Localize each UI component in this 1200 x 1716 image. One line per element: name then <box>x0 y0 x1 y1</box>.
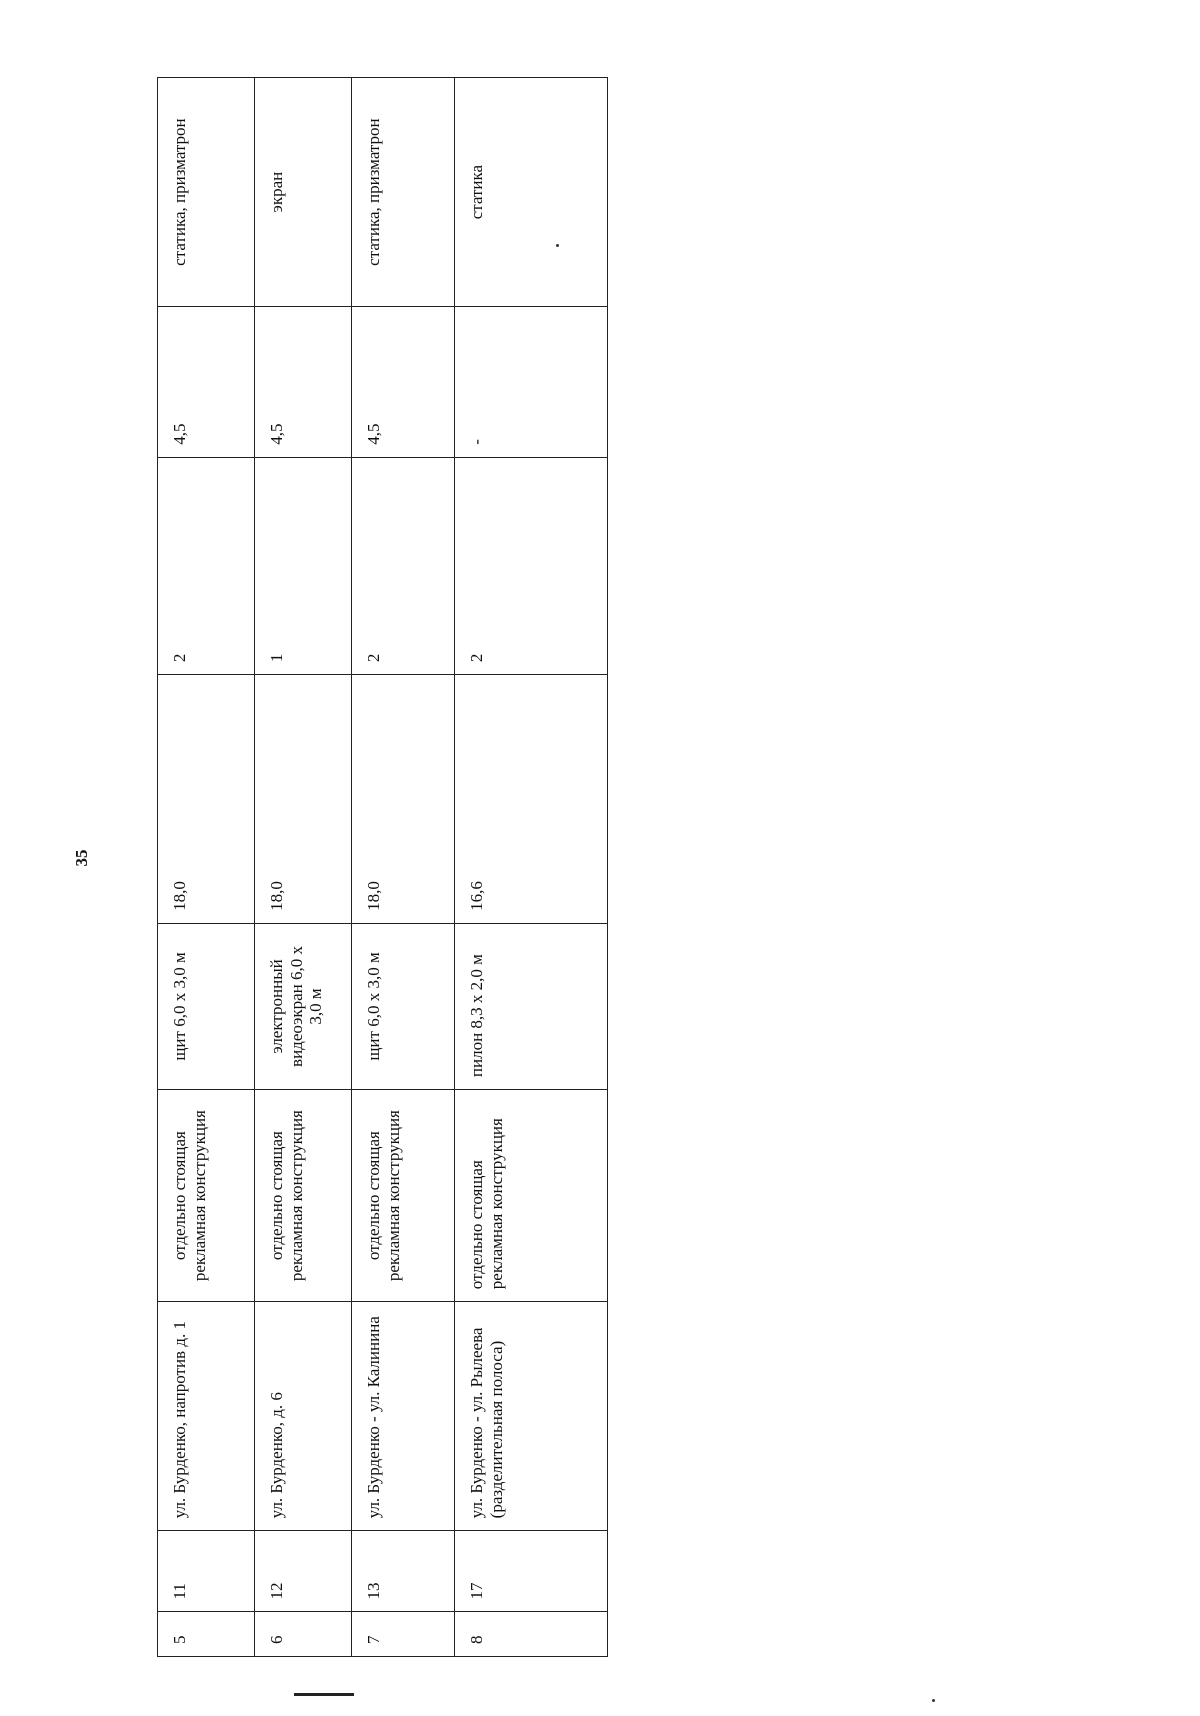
table-row <box>158 78 255 1657</box>
height: 4,5 <box>352 307 455 458</box>
table-row <box>455 78 608 1657</box>
display-type: статика, призматрон <box>352 78 455 307</box>
structure-format: электронный видеоэкран 6,0 х 3,0 м <box>255 923 352 1089</box>
row-number: 7 <box>352 1612 455 1657</box>
structure-format: пилон 8,3 х 2,0 м <box>455 923 608 1089</box>
structure-format: щит 6,0 х 3,0 м <box>352 923 455 1089</box>
sides-count: 2 <box>352 457 455 674</box>
sides-count: 2 <box>158 457 255 674</box>
address: ул. Бурденко, д. 6 <box>255 1302 352 1531</box>
scan-artifact-line <box>294 1693 354 1696</box>
structure-id: 13 <box>352 1531 455 1612</box>
area: 18,0 <box>352 675 455 924</box>
display-type: экран <box>255 78 352 307</box>
display-type: статика <box>455 78 608 307</box>
scan-artifact-dot <box>556 244 559 247</box>
row-number: 8 <box>455 1612 608 1657</box>
structure-type: отдельно стоящая рекламная конструкция <box>455 1090 608 1302</box>
scan-artifact-dot <box>932 1699 935 1702</box>
area: 18,0 <box>158 675 255 924</box>
table-row <box>255 78 352 1657</box>
sides-count: 1 <box>255 457 352 674</box>
address: ул. Бурденко - ул. Калинина <box>352 1302 455 1531</box>
area: 16,6 <box>455 675 608 924</box>
structure-type: отдельно стоящая рекламная конструкция <box>352 1090 455 1302</box>
structure-type: отдельно стоящая рекламная конструкция <box>158 1090 255 1302</box>
table-row <box>352 78 455 1657</box>
table-container <box>157 77 607 1657</box>
height: 4,5 <box>158 307 255 458</box>
page-number: 35 <box>72 849 91 867</box>
structure-type: отдельно стоящая рекламная конструкция <box>255 1090 352 1302</box>
structure-id: 17 <box>455 1531 608 1612</box>
sides-count: 2 <box>455 457 608 674</box>
height: - <box>455 307 608 458</box>
structure-id: 12 <box>255 1531 352 1612</box>
structure-id: 11 <box>158 1531 255 1612</box>
address: ул. Бурденко, напротив д. 1 <box>158 1302 255 1531</box>
structure-format: щит 6,0 х 3,0 м <box>158 923 255 1089</box>
height: 4,5 <box>255 307 352 458</box>
advertising-structures-table <box>157 77 608 1657</box>
row-number: 5 <box>158 1612 255 1657</box>
display-type: статика, призматрон <box>158 78 255 307</box>
area: 18,0 <box>255 675 352 924</box>
address: ул. Бурденко - ул. Рылеева (разделительная полоса) <box>455 1302 608 1531</box>
row-number: 6 <box>255 1612 352 1657</box>
